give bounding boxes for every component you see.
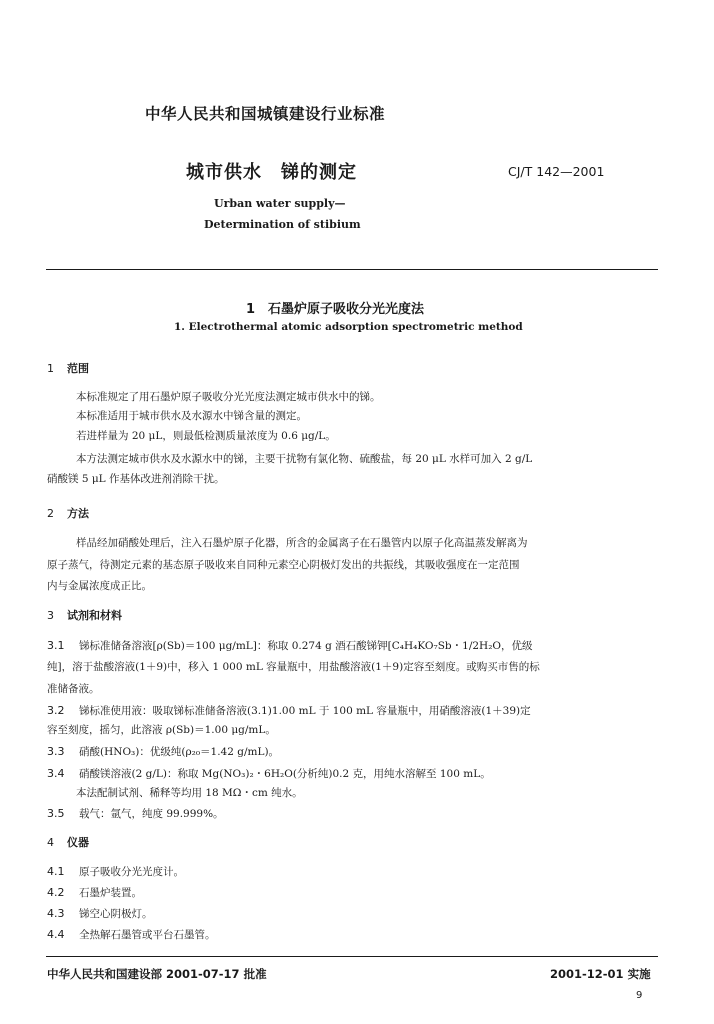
item-text: 载气：氩气，纯度 99.999%。 xyxy=(79,808,224,820)
section-number: 2 xyxy=(47,507,54,520)
section-number: 3 xyxy=(47,609,54,622)
item-text: 硝酸(HNO₃)：优级纯(ρ₂₀＝1.42 g/mL)。 xyxy=(79,746,280,758)
s3-item-3 xyxy=(47,742,279,762)
section-number: 1 xyxy=(47,362,54,375)
s4-item-1 xyxy=(47,862,184,882)
s2-line-3: 内与金属浓度成正比。 xyxy=(47,580,152,592)
s2-line-1: 样品经加硝酸处理后，注入石墨炉原子化器，所含的金属离子在石墨管内以原子化高温蒸发解离为 xyxy=(76,537,528,549)
s4-item-4 xyxy=(47,925,216,945)
footer-divider xyxy=(46,956,658,957)
s4-item-2 xyxy=(47,883,142,903)
part-title-zh: 1 石墨炉原子吸收分光光度法 xyxy=(246,302,425,317)
s4-item-3 xyxy=(47,904,153,924)
item-number: 3.5 xyxy=(47,807,65,820)
item-text: 锑标准使用液：吸取锑标准储备溶液(3.1)1.00 mL 于 100 mL 容量瓶中，用硝酸溶液(1＋39)定 xyxy=(79,705,531,717)
standard-code: CJ/T 142—2001 xyxy=(508,164,605,179)
s3-item-1-line2: 纯]，溶于盐酸溶液(1＋9)中，移入 1 000 mL 容量瓶中，用盐酸溶液(1＋9)定容至刻度。或购买市售的标 xyxy=(47,661,540,673)
item-number: 4.4 xyxy=(47,928,65,941)
part-title-en: 1. Electrothermal atomic adsorption spectrometric method xyxy=(174,321,523,333)
section-title: 试剂和材料 xyxy=(67,609,122,622)
item-number: 4.1 xyxy=(47,865,65,878)
s1-para-3: 若进样量为 20 μL，则最低检测质量浓度为 0.6 μg/L。 xyxy=(76,430,336,442)
s3-item-2-line2: 容至刻度，摇匀，此溶液 ρ(Sb)＝1.00 μg/mL。 xyxy=(47,724,276,736)
s1-para-2: 本标准适用于城市供水及水源水中锑含量的测定。 xyxy=(76,410,307,422)
item-number: 3.3 xyxy=(47,745,65,758)
section-title: 方法 xyxy=(67,507,89,520)
s3-item-1-line1 xyxy=(47,636,533,656)
s1-para-4-line1: 本方法测定城市供水及水源水中的锑，主要干扰物有氯化物、硫酸盐，每 20 μL 水样可加入 2 g/L xyxy=(76,453,533,465)
approval-line: 中华人民共和国建设部 2001-07-17 批准 xyxy=(47,967,267,981)
item-number: 3.2 xyxy=(47,704,65,717)
document-title-zh: 城市供水 锑的测定 xyxy=(186,162,357,183)
item-text: 石墨炉装置。 xyxy=(79,887,142,899)
item-text: 锑空心阴极灯。 xyxy=(79,908,153,920)
header-divider xyxy=(46,269,658,270)
standard-series-title: 中华人民共和国城镇建设行业标准 xyxy=(145,105,386,123)
section-title: 仪器 xyxy=(67,836,89,849)
s1-para-1: 本标准规定了用石墨炉原子吸收分光光度法测定城市供水中的锑。 xyxy=(76,391,381,403)
document-title-en-line1: Urban water supply— xyxy=(214,197,346,210)
item-text: 原子吸收分光光度计。 xyxy=(79,866,184,878)
item-number: 3.1 xyxy=(47,639,65,652)
section-number: 4 xyxy=(47,836,54,849)
s2-line-2: 原子蒸气，待测定元素的基态原子吸收来自同种元素空心阴极灯发出的共振线，其吸收强度在一定范围 xyxy=(47,559,520,571)
section-4-heading xyxy=(47,834,89,850)
s1-para-4-line2: 硝酸镁 5 μL 作基体改进剂消除干扰。 xyxy=(47,473,225,485)
s3-item-2-line1 xyxy=(47,701,531,721)
item-number: 4.2 xyxy=(47,886,65,899)
s3-note: 本法配制试剂、稀释等均用 18 MΩ・cm 纯水。 xyxy=(76,787,303,799)
item-text: 全热解石墨管或平台石墨管。 xyxy=(79,929,216,941)
document-title-en-line2: Determination of stibium xyxy=(204,218,361,231)
section-1-heading xyxy=(47,360,89,376)
section-2-heading xyxy=(47,505,89,521)
section-3-heading xyxy=(47,607,122,623)
page-number: 9 xyxy=(636,990,643,1001)
item-number: 4.3 xyxy=(47,907,65,920)
item-text: 锑标准储备溶液[ρ(Sb)＝100 μg/mL]：称取 0.274 g 酒石酸锑钾[C₄H₄KO₇Sb・1/2H₂O，优级 xyxy=(79,640,533,652)
s3-item-4 xyxy=(47,764,491,784)
item-text: 硝酸镁溶液(2 g/L)：称取 Mg(NO₃)₂・6H₂O(分析纯)0.2 克，用纯水溶解至 100 mL。 xyxy=(79,768,491,780)
s3-item-5 xyxy=(47,804,224,824)
item-number: 3.4 xyxy=(47,767,65,780)
implementation-date: 2001-12-01 实施 xyxy=(550,967,651,981)
section-title: 范围 xyxy=(67,362,89,375)
s3-item-1-line3: 准储备液。 xyxy=(47,683,100,695)
